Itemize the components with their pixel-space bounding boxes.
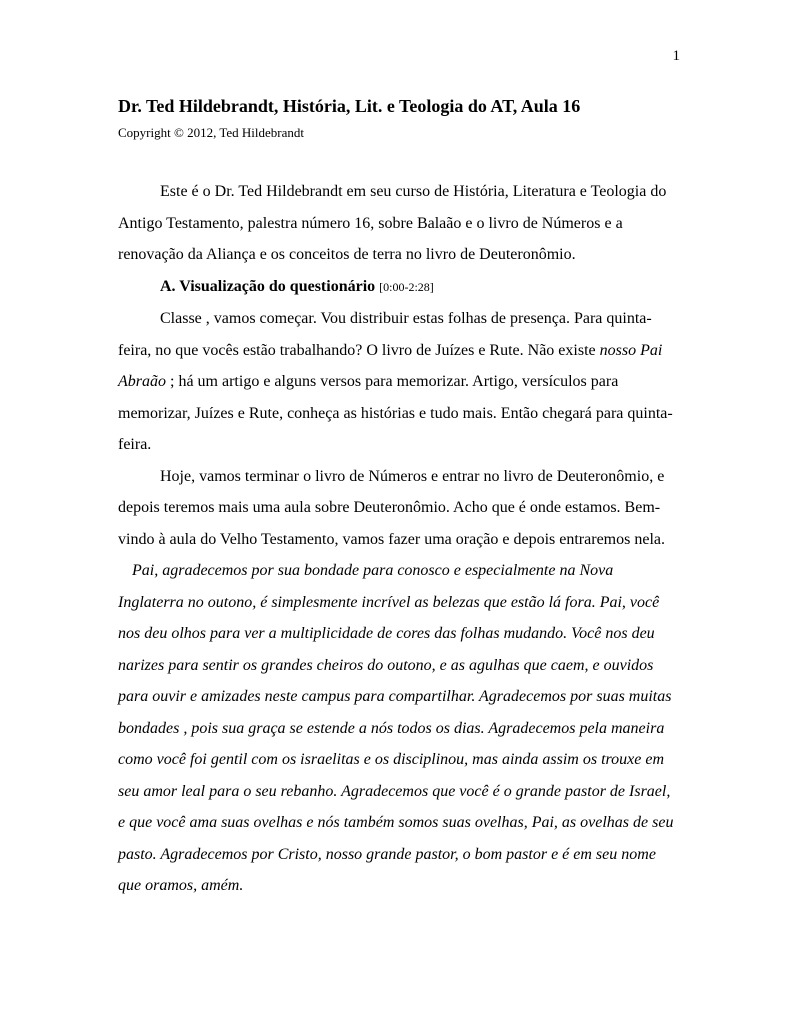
section-heading-text: A. Visualização do questionário — [160, 277, 376, 295]
prayer-paragraph: Pai, agradecemos por sua bondade para conosco e especialmente na Nova Inglaterra no outono, é simplesmente incrível as belezas que estão lá fora. Pai, você nos deu olhos para ver a multiplicidade de cores das folhas mudando. Você nos deu narizes para sentir os grandes cheiros do outono, e as agulhas que caem, e ouvidos para ouvir e amizades neste campus para compartilhar. Agradecemos por suas muitas bondades , pois sua graça se estende a nós todos os dias. Agradecemos pela maneira como você foi gentil com os israelitas e os disciplinou, mas ainda assim os trouxe em seu amor leal para o seu rebanho. Agradecemos que você é o grande pastor de Israel, e que você ama suas ovelhas e nós também somos suas ovelhas, Pai, as ovelhas de seu pasto. Agradecemos por Cristo, nosso grande pastor, o bom pastor e é em seu nome que oramos, amém. — [118, 562, 674, 894]
intro-paragraph: Este é o Dr. Ted Hildebrandt em seu curso de História, Literatura e Teologia do Antigo Testamento, palestra número 16, sobre Balaão e o livro de Números e a renovação da Aliança e os conceitos de terra no livro de Deuteronômio. — [118, 183, 667, 263]
paragraph-1-text-end: ; há um artigo e alguns versos para memorizar. Artigo, versículos para memorizar, Juízes e Rute, conheça as histórias e tudo mais. Então chegará para quinta-feira. — [118, 373, 673, 453]
page-number: 1 — [672, 48, 680, 64]
document-title: Dr. Ted Hildebrandt, História, Lit. e Teologia do AT, Aula 16 — [118, 96, 581, 116]
document-body — [118, 176, 680, 902]
copyright-line: Copyright © 2012, Ted Hildebrandt — [118, 125, 305, 140]
paragraph-today: Hoje, vamos terminar o livro de Números e entrar no livro de Deuteronômio, e depois teremos mais uma aula sobre Deuteronômio. Acho que é onde estamos. Bem-vindo à aula do Velho Testamento, vamos fazer uma oração e depois entraremos nela. — [118, 467, 665, 548]
paragraph-class-intro — [118, 303, 680, 461]
section-heading-a — [118, 271, 680, 304]
section-timestamp: [0:00-2:28] — [379, 279, 434, 294]
paragraph-1-text-start: Classe , vamos começar. Vou distribuir estas folhas de presença. Para quinta-feira, no que vocês estão trabalhando? O livro de Juízes e Rute. Não existe — [118, 310, 652, 359]
paragraph-1-italic-title: nosso Pai Abraão — [118, 341, 663, 390]
